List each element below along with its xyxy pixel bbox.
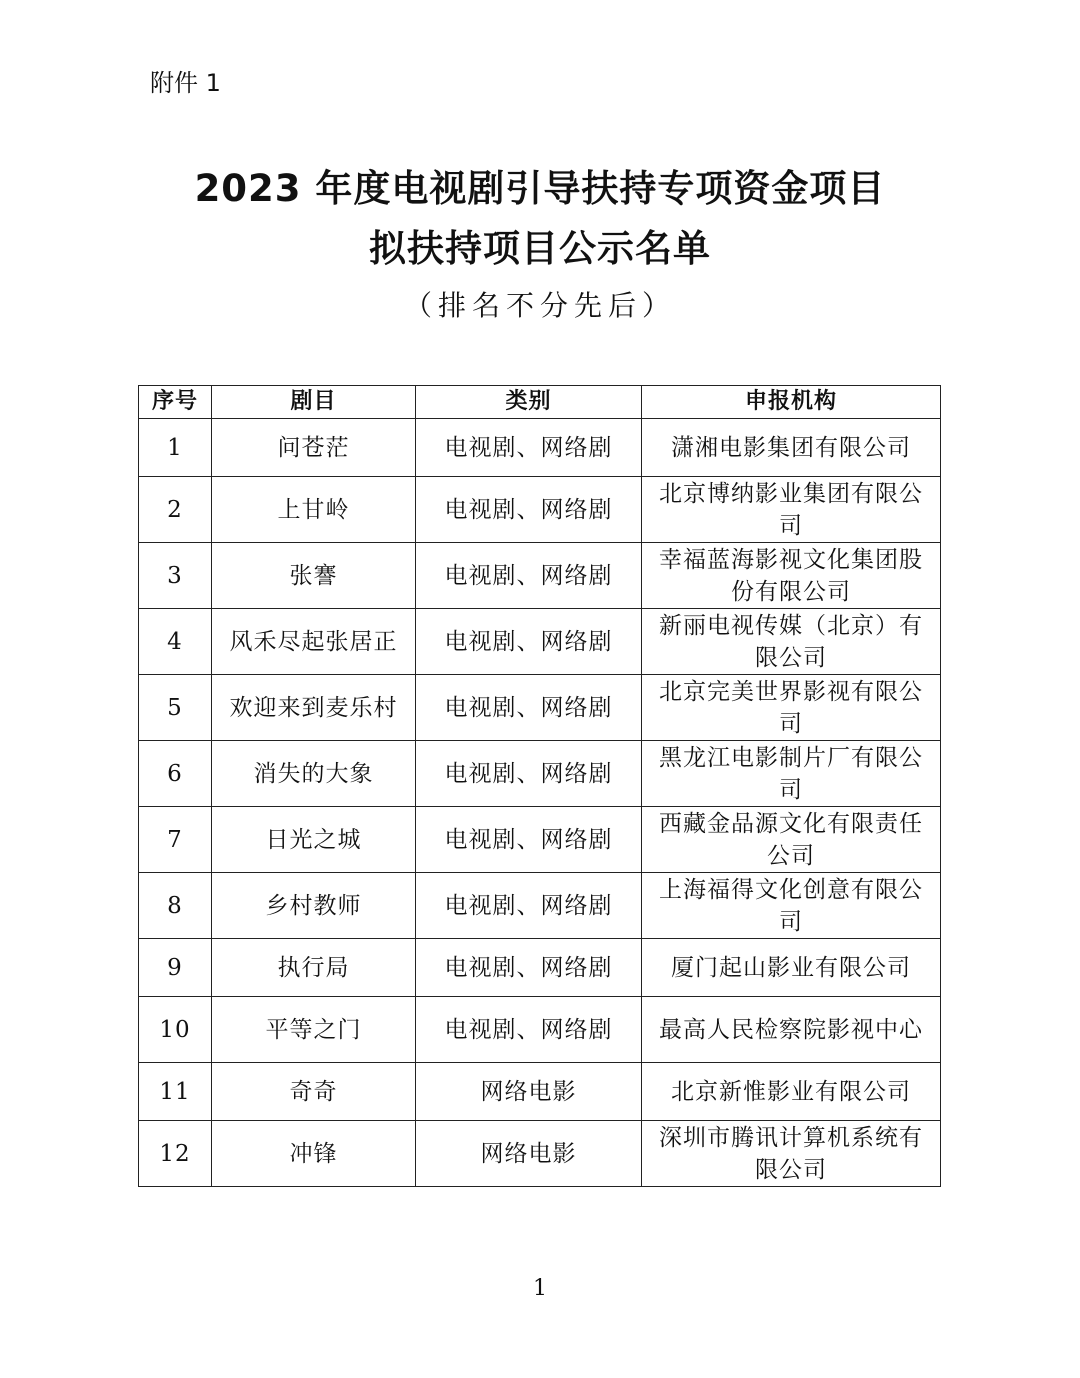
row-number: 11 [139, 1063, 212, 1121]
row-number: 12 [139, 1121, 212, 1187]
table-row [139, 609, 941, 675]
row-title: 平等之门 [212, 997, 416, 1063]
row-category: 电视剧、网络剧 [416, 477, 642, 543]
row-category: 电视剧、网络剧 [416, 609, 642, 675]
row-title: 冲锋 [212, 1121, 416, 1187]
row-category: 电视剧、网络剧 [416, 419, 642, 477]
row-organization: 黑龙江电影制片厂有限公司 [642, 741, 941, 807]
row-category: 电视剧、网络剧 [416, 741, 642, 807]
row-organization: 最高人民检察院影视中心 [642, 997, 941, 1063]
row-organization: 潇湘电影集团有限公司 [642, 419, 941, 477]
attachment-label: 附件 1 [150, 69, 221, 97]
table-row [139, 675, 941, 741]
row-number: 3 [139, 543, 212, 609]
table-header-row [139, 386, 941, 419]
table-row [139, 807, 941, 873]
header-category: 类别 [416, 386, 642, 419]
row-organization: 厦门起山影业有限公司 [642, 939, 941, 997]
row-organization: 北京新惟影业有限公司 [642, 1063, 941, 1121]
row-organization: 上海福得文化创意有限公司 [642, 873, 941, 939]
header-organization: 申报机构 [642, 386, 941, 419]
row-organization: 幸福蓝海影视文化集团股份有限公司 [642, 543, 941, 609]
document-subtitle: （排名不分先后） [403, 289, 676, 322]
row-number: 4 [139, 609, 212, 675]
row-category: 电视剧、网络剧 [416, 675, 642, 741]
table-row [139, 477, 941, 543]
row-title: 执行局 [212, 939, 416, 997]
table-row [139, 873, 941, 939]
row-organization: 北京博纳影业集团有限公司 [642, 477, 941, 543]
row-title: 日光之城 [212, 807, 416, 873]
table-row [139, 1121, 941, 1187]
row-number: 10 [139, 997, 212, 1063]
row-number: 2 [139, 477, 212, 543]
row-title: 乡村教师 [212, 873, 416, 939]
table-row [139, 419, 941, 477]
row-category: 电视剧、网络剧 [416, 939, 642, 997]
table-row [139, 997, 941, 1063]
row-number: 6 [139, 741, 212, 807]
row-title: 欢迎来到麦乐村 [212, 675, 416, 741]
row-number: 1 [139, 419, 212, 477]
row-title: 上甘岭 [212, 477, 416, 543]
row-number: 9 [139, 939, 212, 997]
row-category: 网络电影 [416, 1063, 642, 1121]
row-number: 7 [139, 807, 212, 873]
document-title-line-2: 拟扶持项目公示名单 [369, 227, 711, 270]
table-row [139, 1063, 941, 1121]
document-title-line-1: 2023 年度电视剧引导扶持专项资金项目 [194, 167, 886, 210]
row-number: 8 [139, 873, 212, 939]
row-category: 电视剧、网络剧 [416, 807, 642, 873]
row-organization: 深圳市腾讯计算机系统有限公司 [642, 1121, 941, 1187]
row-organization: 新丽电视传媒（北京）有限公司 [642, 609, 941, 675]
row-category: 电视剧、网络剧 [416, 873, 642, 939]
row-title: 奇奇 [212, 1063, 416, 1121]
table-row [139, 741, 941, 807]
row-title: 消失的大象 [212, 741, 416, 807]
table-row [139, 939, 941, 997]
row-category: 电视剧、网络剧 [416, 543, 642, 609]
row-title: 张謇 [212, 543, 416, 609]
page-number: 1 [533, 1276, 547, 1301]
project-list-table [138, 385, 941, 1187]
row-title: 风禾尽起张居正 [212, 609, 416, 675]
header-number: 序号 [139, 386, 212, 419]
row-organization: 北京完美世界影视有限公司 [642, 675, 941, 741]
row-number: 5 [139, 675, 212, 741]
table-row [139, 543, 941, 609]
row-title: 问苍茫 [212, 419, 416, 477]
row-category: 电视剧、网络剧 [416, 997, 642, 1063]
header-title: 剧目 [212, 386, 416, 419]
row-category: 网络电影 [416, 1121, 642, 1187]
row-organization: 西藏金品源文化有限责任公司 [642, 807, 941, 873]
